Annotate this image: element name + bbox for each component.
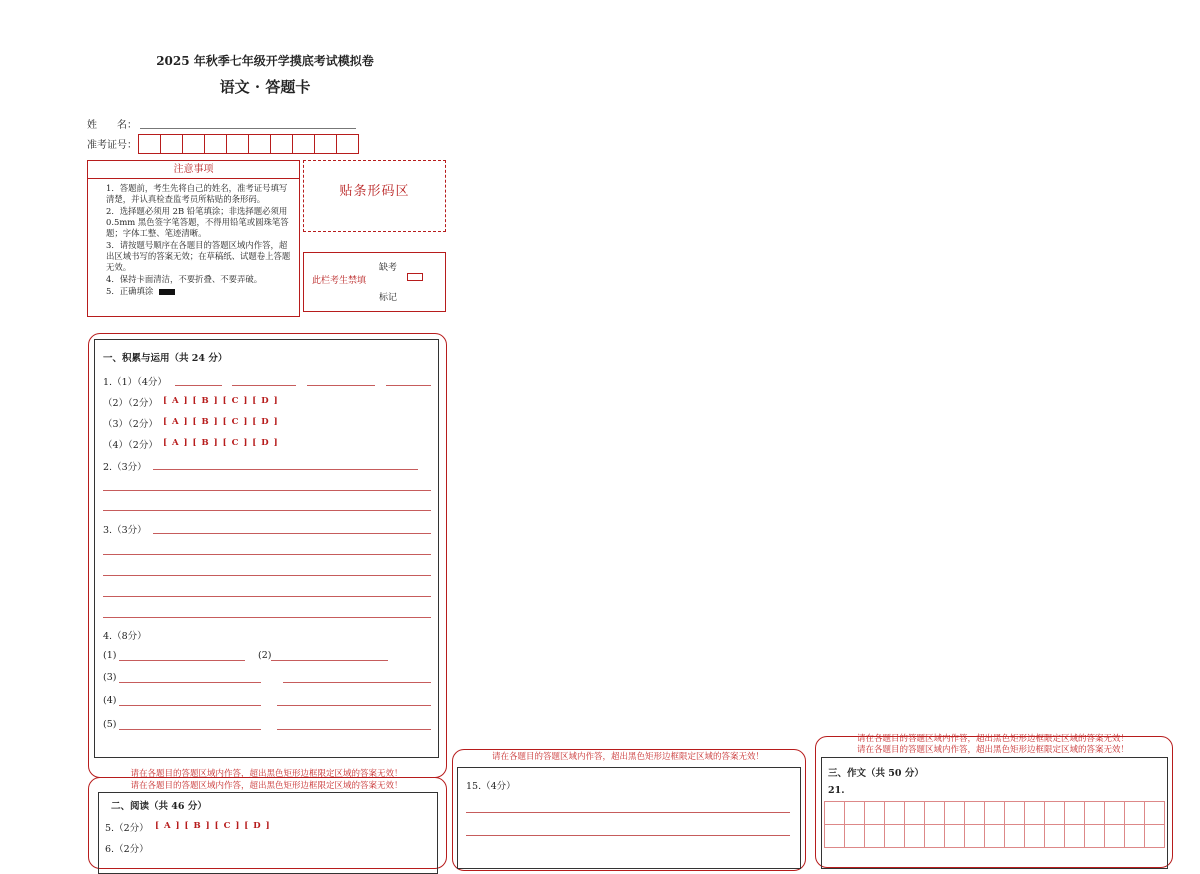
id-digit-box[interactable] bbox=[336, 134, 359, 154]
q1-4-label: （4）（2分） bbox=[103, 440, 158, 451]
answer-line[interactable] bbox=[466, 812, 790, 813]
id-digit-box[interactable] bbox=[226, 134, 249, 154]
q4-item-4: (4) bbox=[103, 695, 117, 706]
boundary-warning: 请在各题目的答题区域内作答，超出黑色矩形边框限定区域的答案无效！ bbox=[130, 781, 403, 791]
answer-line[interactable] bbox=[232, 385, 296, 386]
id-label: 准考证号： bbox=[87, 140, 137, 151]
answer-line[interactable] bbox=[271, 660, 388, 661]
q4-item-2: (2) bbox=[258, 650, 272, 661]
id-digit-box[interactable] bbox=[138, 134, 161, 154]
absent-mark-box bbox=[303, 252, 446, 312]
essay-panel bbox=[821, 757, 1168, 869]
answer-line[interactable] bbox=[103, 554, 431, 555]
answer-line[interactable] bbox=[466, 835, 790, 836]
absent-note: 此栏考生禁填 bbox=[312, 276, 367, 286]
q6-label: 6.（2分） bbox=[105, 844, 149, 855]
mid-panel bbox=[457, 767, 801, 869]
answer-line[interactable] bbox=[119, 705, 261, 706]
id-number-boxes[interactable] bbox=[139, 134, 359, 154]
answer-line[interactable] bbox=[277, 729, 431, 730]
answer-line[interactable] bbox=[386, 385, 431, 386]
exam-title: 2025 年秋季七年级开学摸底考试模拟卷 bbox=[156, 54, 374, 68]
q4-item-3: (3) bbox=[103, 672, 117, 683]
card-subtitle: 语文 · 答题卡 bbox=[219, 78, 311, 96]
answer-line[interactable] bbox=[307, 385, 375, 386]
id-digit-box[interactable] bbox=[270, 134, 293, 154]
notice-item: 1．答题前，考生先将自己的姓名，准考证号填写清楚，并认真检查监考员所粘贴的条形码。 bbox=[106, 183, 288, 204]
answer-line[interactable] bbox=[153, 469, 418, 470]
notice-item: 4．保持卡面清洁，不要折叠、不要弄破。 bbox=[106, 274, 263, 284]
q1-1-label: 1.（1）（4分） bbox=[103, 377, 167, 388]
section2-title: 二、阅读（共 46 分） bbox=[111, 801, 207, 812]
id-digit-box[interactable] bbox=[204, 134, 227, 154]
boundary-warning: 请在各题目的答题区域内作答，超出黑色矩形边框限定区域的答案无效！ bbox=[856, 734, 1129, 744]
id-digit-box[interactable] bbox=[160, 134, 183, 154]
q1-2-label: （2）（2分） bbox=[103, 398, 158, 409]
answer-line[interactable] bbox=[277, 705, 431, 706]
answer-line[interactable] bbox=[119, 660, 245, 661]
answer-line[interactable] bbox=[103, 596, 431, 597]
id-digit-box[interactable] bbox=[292, 134, 315, 154]
q4-label: 4.（8分） bbox=[103, 631, 147, 642]
q1-3-options[interactable]: [ A ] [ B ] [ C ] [ D ] bbox=[163, 417, 279, 427]
notice-title: 注意事项 bbox=[88, 161, 299, 179]
notice-item: 2．选择题必须用 2B 铅笔填涂；非选择题必须用 0.5mm 黑色签字笔答题，不得用铅笔或圆珠笔答题；字体工整、笔迹清晰。 bbox=[106, 206, 289, 238]
q21-label: 21. bbox=[828, 785, 845, 796]
answer-line[interactable] bbox=[119, 729, 261, 730]
id-digit-box[interactable] bbox=[314, 134, 337, 154]
section2-panel bbox=[98, 792, 438, 874]
essay-grid[interactable] bbox=[824, 801, 1164, 847]
barcode-area: 贴条形码区 bbox=[303, 160, 446, 232]
q4-item-5: (5) bbox=[103, 719, 117, 730]
boundary-warning: 请在各题目的答题区域内作答，超出黑色矩形边框限定区域的答案无效！ bbox=[856, 745, 1129, 755]
notice-box bbox=[87, 160, 300, 317]
notice-item: 5．正确填涂 bbox=[106, 286, 295, 297]
answer-line[interactable] bbox=[153, 533, 431, 534]
q4-item-1: (1) bbox=[103, 650, 117, 661]
mark-label: 标记 bbox=[379, 293, 398, 303]
section3-title: 三、作文（共 50 分） bbox=[828, 768, 924, 779]
name-field[interactable] bbox=[140, 116, 356, 129]
absent-checkbox[interactable] bbox=[407, 273, 423, 281]
q1-4-options[interactable]: [ A ] [ B ] [ C ] [ D ] bbox=[163, 438, 279, 448]
answer-line[interactable] bbox=[103, 490, 431, 491]
q5-options[interactable]: [ A ] [ B ] [ C ] [ D ] bbox=[155, 821, 271, 831]
id-digit-box[interactable] bbox=[182, 134, 205, 154]
q1-3-label: （3）（2分） bbox=[103, 419, 158, 430]
answer-line[interactable] bbox=[103, 575, 431, 576]
name-label: 姓 名： bbox=[87, 120, 137, 131]
answer-line[interactable] bbox=[175, 385, 222, 386]
answer-line[interactable] bbox=[119, 682, 261, 683]
q15-label: 15.（4分） bbox=[466, 781, 516, 792]
boundary-warning: 请在各题目的答题区域内作答，超出黑色矩形边框限定区域的答案无效！ bbox=[130, 769, 403, 779]
section1-panel bbox=[94, 339, 439, 758]
boundary-warning: 请在各题目的答题区域内作答，超出黑色矩形边框限定区域的答案无效！ bbox=[491, 752, 764, 762]
answer-line[interactable] bbox=[103, 617, 431, 618]
q3-label: 3.（3分） bbox=[103, 525, 147, 536]
absent-label: 缺考 bbox=[379, 263, 398, 273]
q1-2-options[interactable]: [ A ] [ B ] [ C ] [ D ] bbox=[163, 396, 279, 406]
q2-label: 2.（3分） bbox=[103, 462, 147, 473]
notice-item: 3．请按题号顺序在各题目的答题区域内作答，超出区域书写的答案无效；在草稿纸、试题卷上答题无效。 bbox=[106, 240, 291, 272]
answer-line[interactable] bbox=[283, 682, 431, 683]
id-digit-box[interactable] bbox=[248, 134, 271, 154]
answer-line[interactable] bbox=[103, 510, 431, 511]
q5-label: 5.（2分） bbox=[105, 823, 149, 834]
section1-title: 一、积累与运用（共 24 分） bbox=[103, 353, 228, 364]
filled-mark-sample bbox=[159, 289, 175, 295]
